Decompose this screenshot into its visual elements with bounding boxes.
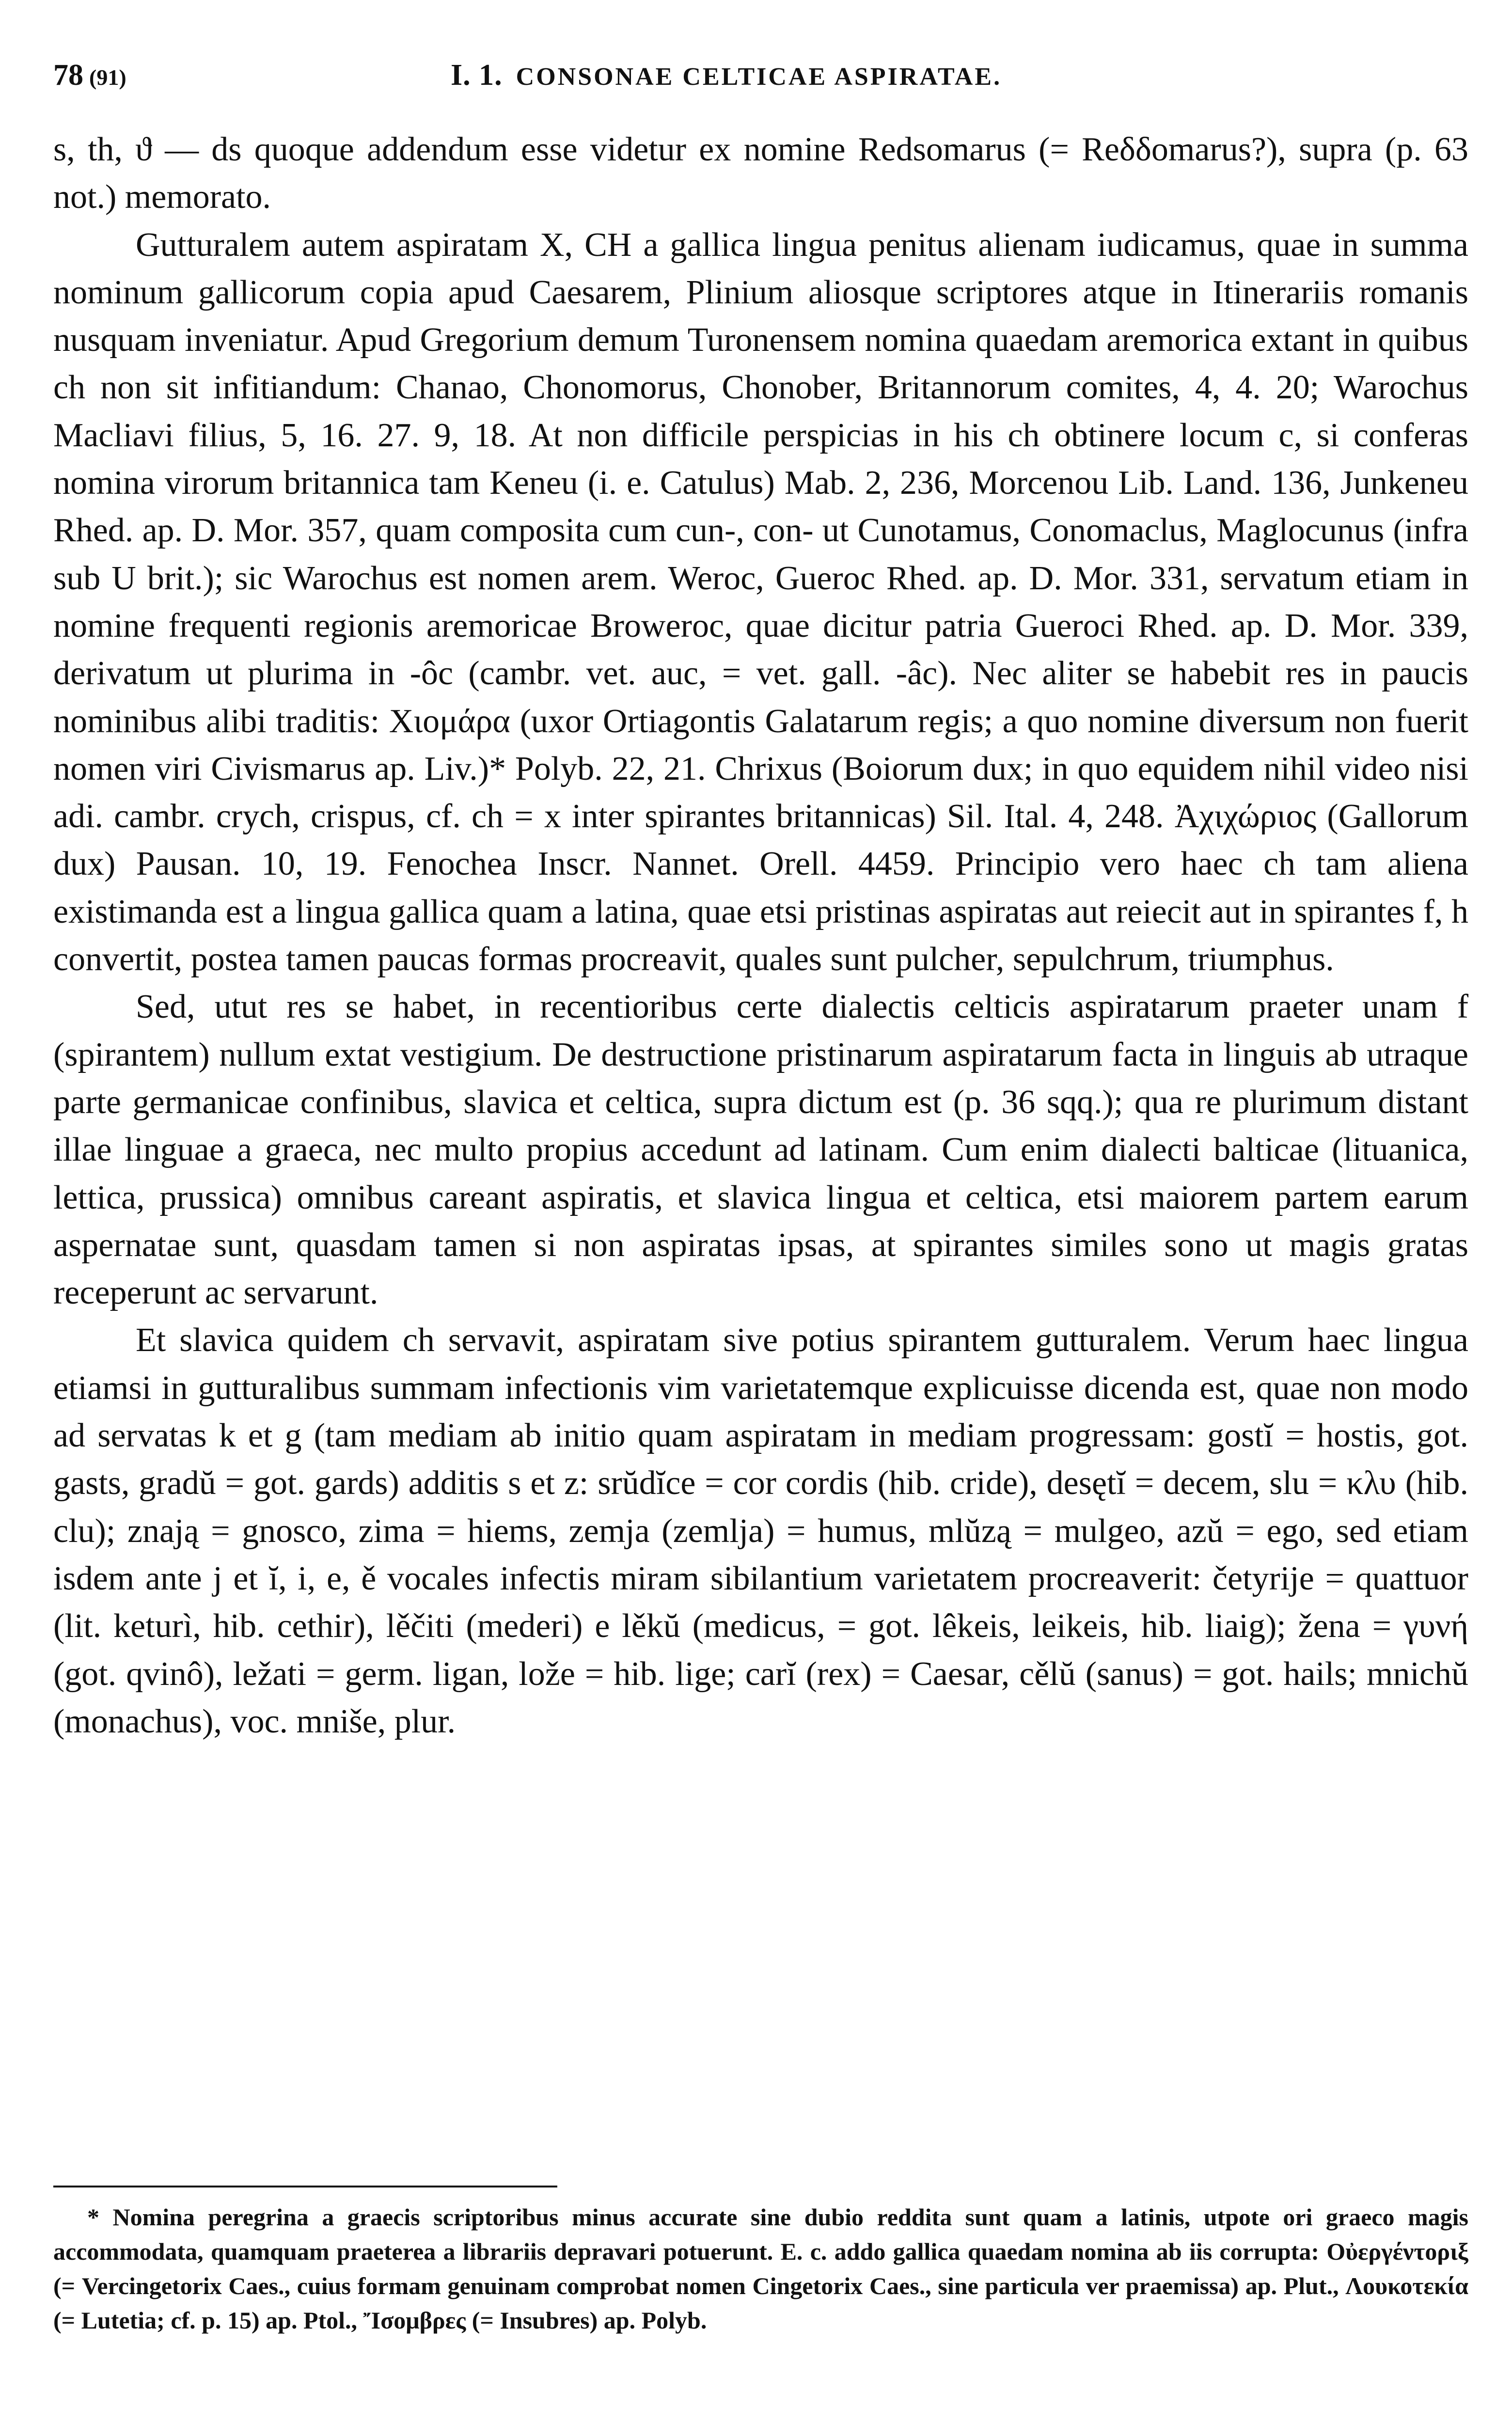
paragraph-3: Sed, utut res se habet, in recentioribus certe dialectis celticis aspiratarum praeter unam f (spirantem) nullum extat vestigium. De destructione pristinarum aspiratarum facta in linguis ab utraque parte germanicae confinibus, slavica et celtica, supra dictum est (p. 36 sqq.); qua re plurimum distant illae linguae a graeca, nec multo propius accedunt ad latinam. Cum enim dialecti balticae (lituanica, lettica, prussica) omnibus careant aspiratis, et slavica lingua et celtica, etsi maiorem partem earum aspernatae sunt, quasdam tamen si non aspiratas ipsas, at spirantes similes sono ut magis gratas receperunt ac servarunt. [53, 988, 1468, 1312]
footnote [53, 2200, 1468, 2338]
page-number-group [53, 53, 126, 99]
footnote-rule [53, 2186, 557, 2187]
page-number: 78 [53, 59, 83, 92]
paragraph-4: Et slavica quidem ch servavit, aspiratam sive potius spirantem gutturalem. Verum haec lingua etiamsi in gutturalibus summam infectionis vim varietatemque explicuisse dicenda est, quae non modo ad servatas k et g (tam mediam ab initio quam aspiratam in mediam progressam: gostĭ = hostis, got. gasts, gradŭ = got. gards) additis s et z: srŭdĭce = cor cordis (hib. cride), desętĭ = decem, slu = κλυ (hib. clu); znają = gnosco, zima = hiems, zemja (zemlja) = humus, mlŭzą = mulgeo, azŭ = ego, sed etiam isdem ante j et ĭ, i, e, ě vocales infectis miram sibilantium varietatem procreaverit: četyrije = quattuor (lit. keturì, hib. cethir), lěčiti (mederi) e lěkŭ (medicus, = got. lêkeis, leikeis, hib. liaig); žena = γυνή (got. qvinô), ležati = germ. ligan, lože = hib. lige; carĭ (rex) = Caesar, cělŭ (sanus) = got. hails; mnichŭ (monachus), voc. mniše, plur. [53, 1322, 1468, 1740]
paragraph-2: Gutturalem autem aspiratam X, CH a gallica lingua penitus alienam iudicamus, quae in summa nominum gallicorum copia apud Caesarem, Plinium aliosque scriptores atque in Itinerariis romanis nusquam inveniatur. Apud Gregorium demum Turonensem nomina quaedam aremorica extant in quibus ch non sit infitiandum: Chanao, Chonomorus, Chonober, Britannorum comites, 4, 4. 20; Warochus Macliavi filius, 5, 16. 27. 9, 18. At non difficile perspicias in his ch obtinere locum c, si conferas nomina virorum britannica tam Keneu (i. e. Catulus) Mab. 2, 236, Morcenou Lib. Land. 136, Junkeneu Rhed. ap. D. Mor. 357, quam composita cum cun-, con- ut Cunotamus, Conomaclus, Maglocunus (infra sub U brit.); sic Warochus est nomen arem. Weroc, Gueroc Rhed. ap. D. Mor. 331, servatum etiam in nomine frequenti regionis aremoricae Broweroc, quae dicitur patria Gueroci Rhed. ap. D. Mor. 339, derivatum ut plurima in -ôc (cambr. vet. auc, = vet. gall. -âc). Nec aliter se habebit res in paucis nominibus alibi traditis: Χιομάρα (uxor Ortiagontis Galatarum regis; a quo nomine diversum non fuerit nomen viri Civismarus ap. Liv.)* Polyb. 22, 21. Chrixus (Boiorum dux; in quo equidem nihil video nisi adi. cambr. crych, crispus, cf. ch = x inter spirantes britannicas) Sil. Ital. 4, 248. Ἀχιχώριος (Gallorum dux) Pausan. 10, 19. Fenochea Inscr. Nannet. Orell. 4459. Principio vero haec ch tam aliena existimanda est a lingua gallica quam a latina, quae etsi pristinas aspiratas aut reiecit aut in spirantes f, h convertit, postea tamen paucas formas procreavit, quales sunt pulcher, sepulchrum, triumphus. [53, 226, 1468, 978]
header-title-group [451, 53, 1002, 99]
running-header [53, 53, 1468, 97]
body-text [53, 126, 1468, 1746]
paragraph-1: s, th, ϑ — ds quoque addendum esse videtur ex nomine Redsomarus (= Reδδomarus?), supra (p. 63 not.) memorato. [53, 131, 1468, 216]
section-title: CONSONAE CELTICAE ASPIRATAE. [516, 63, 1002, 91]
footnote-text: * Nomina peregrina a graecis scriptoribus minus accurate sine dubio reddita sunt quam a latinis, utpote ori graeco magis accommodata, quamquam praeterea a librariis depravari potuerunt. E. c. addo gallica quaedam nomina ab iis corrupta: Οὐεργέντοριξ (= Vercingetorix Caes., cuius formam genuinam comprobat nomen Cingetorix Caes., sine particula ver praemissa) ap. Plut., Λουκοτεκία (= Lutetia; cf. p. 15) ap. Ptol., Ἴσομβρες (= Insubres) ap. Polyb. [53, 2203, 1468, 2334]
original-page-number: (91) [89, 65, 126, 90]
page [53, 53, 1468, 2379]
section-number: I. 1. [451, 59, 503, 92]
